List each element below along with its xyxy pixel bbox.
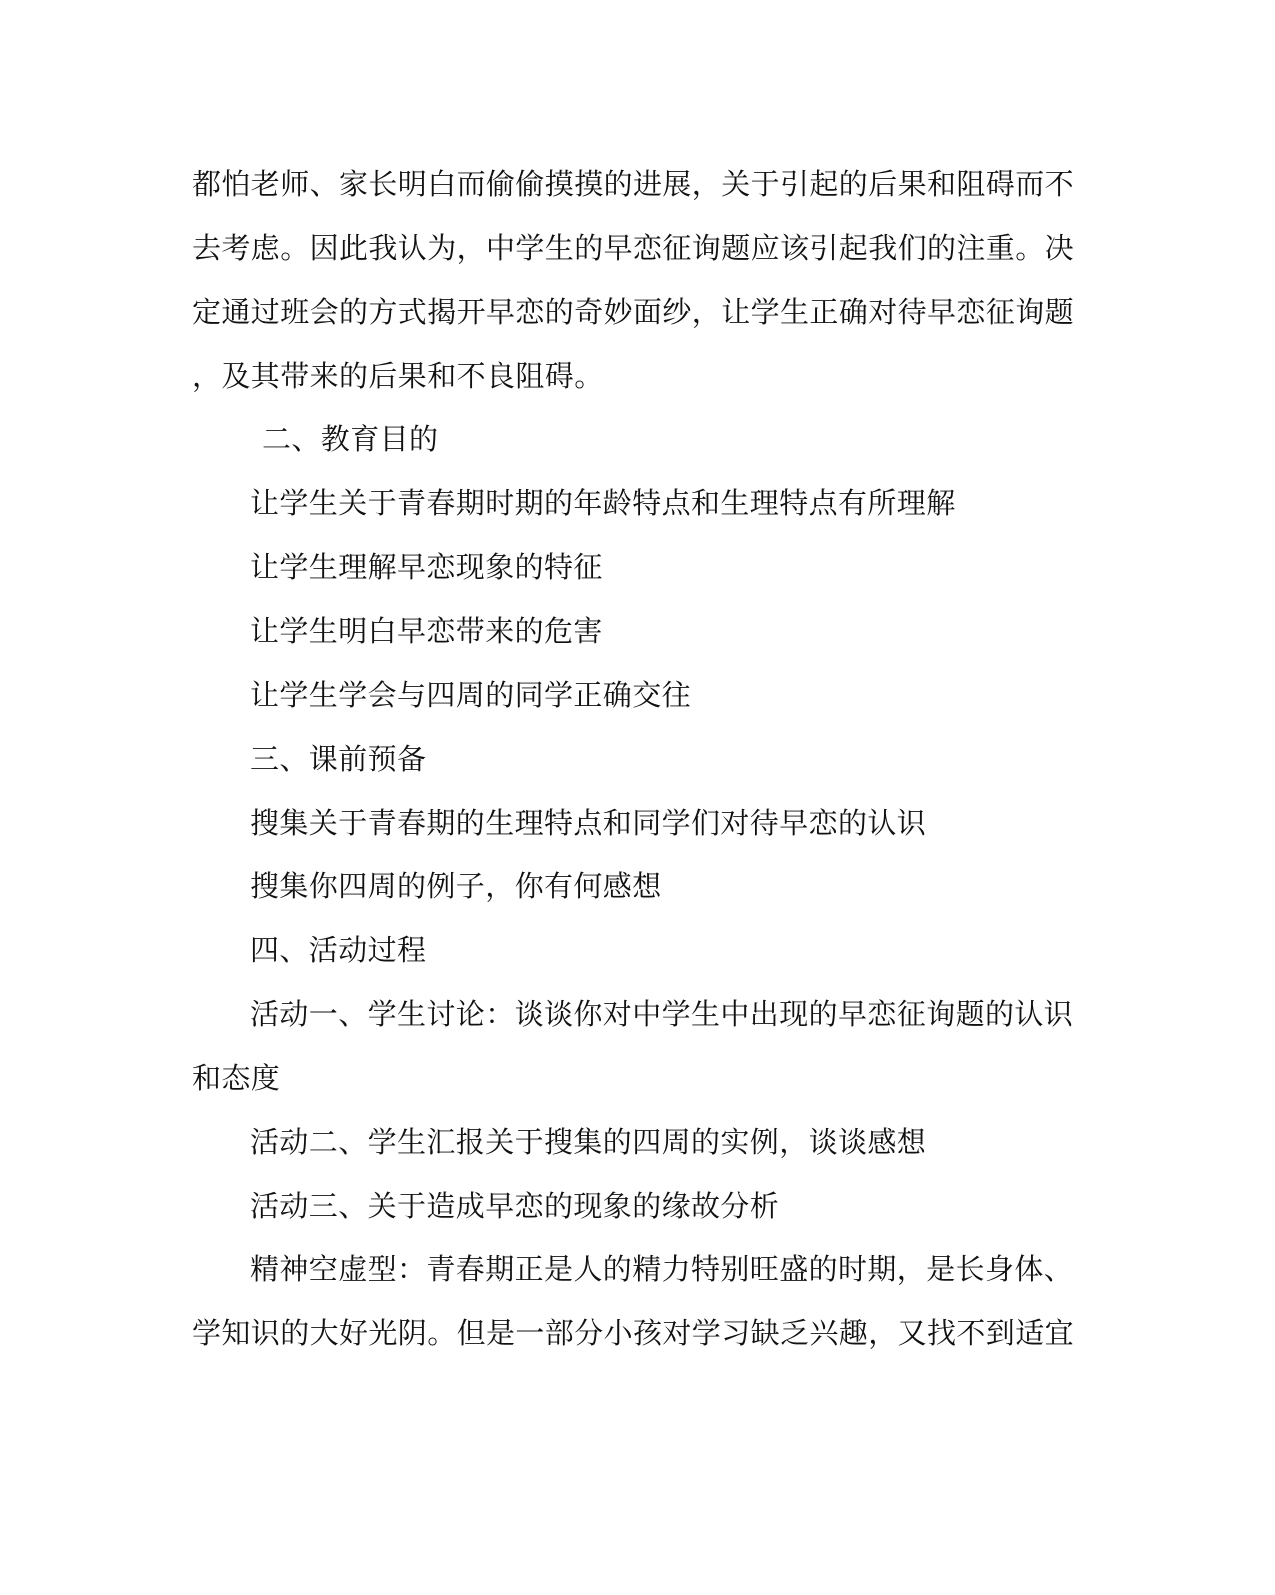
list-item: 让学生理解早恋现象的特征 [250,550,603,584]
text-line-2: 去考虑。因此我认为，中学生的早恋征询题应该引起我们的注重。决 [192,231,1075,265]
list-item: 搜集你四周的例子，你有何感想 [250,869,662,903]
activity-one-text: 活动一、学生讨论：谈谈你对中学生中出现的早恋征询题的认识 [250,997,1074,1031]
section-heading-activity-process: 四、活动过程 [250,933,427,967]
text-line-3: 定通过班会的方式揭开早恋的奇妙面纱，让学生正确对待早恋征询题 [192,295,1075,329]
text-line-4: ，及其带来的后果和不良阻碍。 [192,359,604,393]
activity-three-text: 活动三、关于造成早恋的现象的缘故分析 [250,1189,780,1223]
activity-one-continuation: 和态度 [192,1061,281,1095]
section-heading-preparation: 三、课前预备 [250,742,427,776]
list-item: 让学生明白早恋带来的危害 [250,614,603,648]
text-line-1: 都怕老师、家长明白而偷偷摸摸的进展，关于引起的后果和阻碍而不 [192,167,1075,201]
list-item: 让学生学会与四周的同学正确交往 [250,678,692,712]
activity-two-text: 活动二、学生汇报关于搜集的四周的实例，谈谈感想 [250,1125,927,1159]
paragraph-line: 学知识的大好光阴。但是一部分小孩对学习缺乏兴趣，又找不到适宜 [192,1316,1075,1350]
paragraph-line: 精神空虚型：青春期正是人的精力特别旺盛的时期，是长身体、 [250,1252,1074,1286]
list-item: 搜集关于青春期的生理特点和同学们对待早恋的认识 [250,806,927,840]
section-heading-education-goals: 二、教育目的 [262,422,439,456]
list-item: 让学生关于青春期时期的年龄特点和生理特点有所理解 [250,486,956,520]
